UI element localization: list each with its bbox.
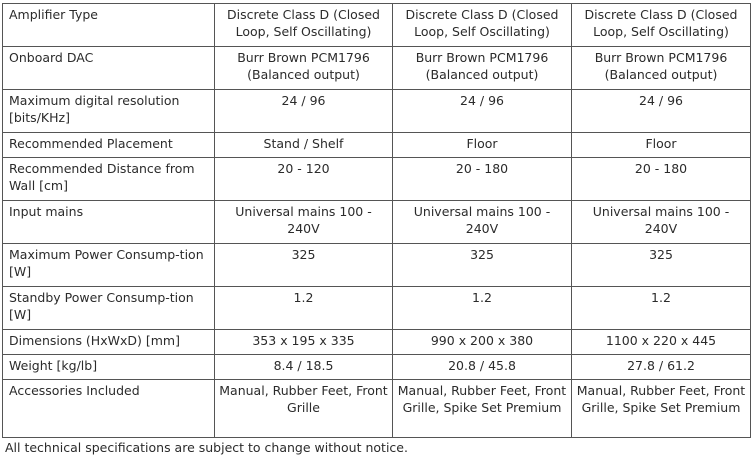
cell-onboard-dac-model-3: Burr Brown PCM1796 (Balanced output) — [572, 47, 751, 90]
cell-weight-model-1: 8.4 / 18.5 — [215, 355, 393, 380]
table-row — [3, 355, 751, 380]
cell-standby-power-model-3: 1.2 — [572, 287, 751, 330]
specifications-table — [2, 3, 751, 438]
cell-standby-power-model-2: 1.2 — [393, 287, 572, 330]
cell-placement-model-3: Floor — [572, 133, 751, 158]
cell-weight-model-2: 20.8 / 45.8 — [393, 355, 572, 380]
table-row — [3, 244, 751, 287]
cell-distance-model-2: 20 - 180 — [393, 158, 572, 201]
footnote: All technical specifications are subject to change without notice. — [5, 440, 408, 455]
cell-accessories-model-3: Manual, Rubber Feet, Front Grille, Spike Set Premium — [572, 380, 751, 438]
cell-amplifier-type-model-2: Discrete Class D (Closed Loop, Self Oscillating) — [393, 4, 572, 47]
row-label-placement: Recommended Placement — [3, 133, 215, 158]
row-label-weight: Weight [kg/lb] — [3, 355, 215, 380]
table-row — [3, 133, 751, 158]
cell-placement-model-1: Stand / Shelf — [215, 133, 393, 158]
table-row — [3, 330, 751, 355]
cell-distance-model-1: 20 - 120 — [215, 158, 393, 201]
cell-input-mains-model-3: Universal mains 100 - 240V — [572, 201, 751, 244]
table-row — [3, 158, 751, 201]
cell-digital-resolution-model-2: 24 / 96 — [393, 90, 572, 133]
row-label-amplifier-type: Amplifier Type — [3, 4, 215, 47]
cell-max-power-model-3: 325 — [572, 244, 751, 287]
table-row — [3, 201, 751, 244]
row-label-digital-resolution: Maximum digital resolution [bits/KHz] — [3, 90, 215, 133]
table-row — [3, 4, 751, 47]
cell-distance-model-3: 20 - 180 — [572, 158, 751, 201]
cell-onboard-dac-model-1: Burr Brown PCM1796 (Balanced output) — [215, 47, 393, 90]
cell-input-mains-model-2: Universal mains 100 - 240V — [393, 201, 572, 244]
table-row — [3, 287, 751, 330]
table-row — [3, 47, 751, 90]
table-row — [3, 90, 751, 133]
row-label-max-power: Maximum Power Consump-tion [W] — [3, 244, 215, 287]
cell-amplifier-type-model-3: Discrete Class D (Closed Loop, Self Oscillating) — [572, 4, 751, 47]
row-label-accessories: Accessories Included — [3, 380, 215, 438]
cell-accessories-model-2: Manual, Rubber Feet, Front Grille, Spike Set Premium — [393, 380, 572, 438]
cell-max-power-model-1: 325 — [215, 244, 393, 287]
cell-input-mains-model-1: Universal mains 100 - 240V — [215, 201, 393, 244]
cell-max-power-model-2: 325 — [393, 244, 572, 287]
cell-digital-resolution-model-3: 24 / 96 — [572, 90, 751, 133]
cell-dimensions-model-2: 990 x 200 x 380 — [393, 330, 572, 355]
row-label-input-mains: Input mains — [3, 201, 215, 244]
cell-dimensions-model-3: 1100 x 220 x 445 — [572, 330, 751, 355]
cell-weight-model-3: 27.8 / 61.2 — [572, 355, 751, 380]
row-label-distance-from-wall: Recommended Distance from Wall [cm] — [3, 158, 215, 201]
row-label-dimensions: Dimensions (HxWxD) [mm] — [3, 330, 215, 355]
row-label-standby-power: Standby Power Consump-tion [W] — [3, 287, 215, 330]
cell-dimensions-model-1: 353 x 195 x 335 — [215, 330, 393, 355]
cell-placement-model-2: Floor — [393, 133, 572, 158]
cell-standby-power-model-1: 1.2 — [215, 287, 393, 330]
cell-onboard-dac-model-2: Burr Brown PCM1796 (Balanced output) — [393, 47, 572, 90]
row-label-onboard-dac: Onboard DAC — [3, 47, 215, 90]
cell-accessories-model-1: Manual, Rubber Feet, Front Grille — [215, 380, 393, 438]
table-row — [3, 380, 751, 438]
cell-digital-resolution-model-1: 24 / 96 — [215, 90, 393, 133]
cell-amplifier-type-model-1: Discrete Class D (Closed Loop, Self Oscillating) — [215, 4, 393, 47]
